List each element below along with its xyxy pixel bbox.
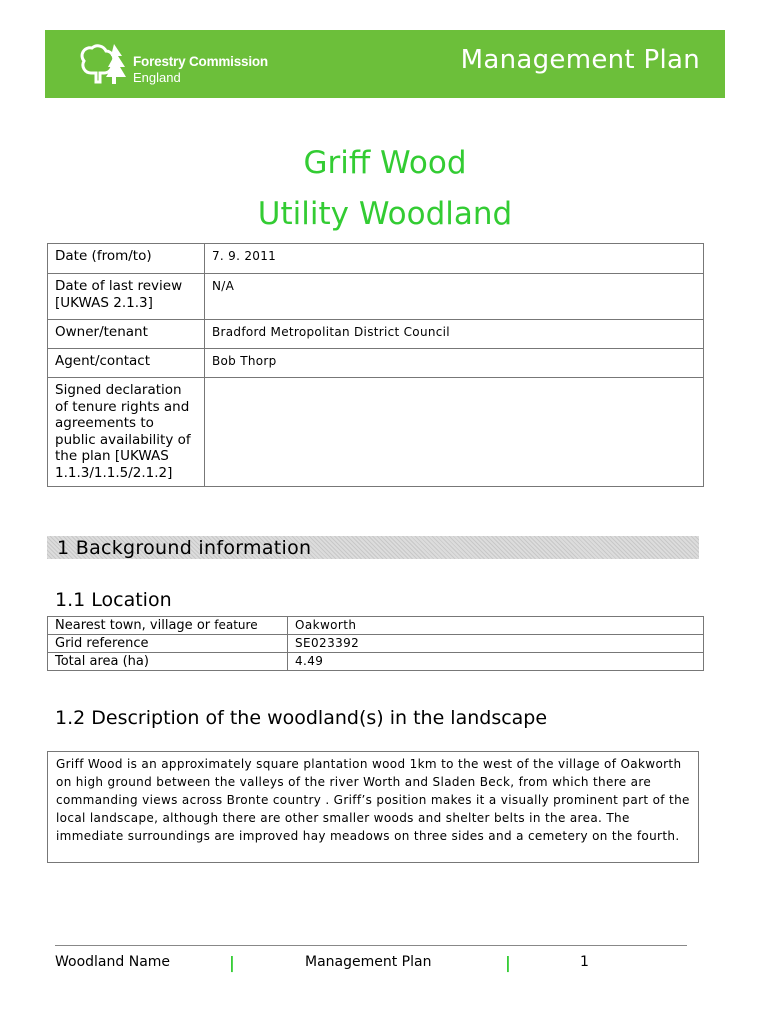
grid-reference-value: SE023392 (288, 635, 704, 653)
table-row (48, 274, 704, 320)
footer-page-number: 1 (580, 954, 589, 970)
table-row (48, 378, 704, 487)
footer-separator: | (505, 953, 511, 972)
nearest-label-text: Nearest town, village or (55, 618, 215, 633)
footer-divider (55, 945, 687, 946)
location-heading: 1.1 Location (55, 589, 172, 611)
row-value: 7. 9. 2011 (205, 244, 704, 274)
table-row (48, 653, 704, 671)
logo-name: Forestry Commission (133, 54, 268, 69)
banner-title: Management Plan (460, 45, 700, 75)
row-value: N/A (205, 274, 704, 320)
row-label: Owner/tenant (48, 320, 205, 349)
nearest-label-small: feature (214, 618, 258, 632)
table-row (48, 244, 704, 274)
table-row (48, 349, 704, 378)
logo-subtitle: England (133, 70, 181, 85)
total-area-label: Total area (ha) (48, 653, 288, 671)
header-banner (45, 30, 725, 98)
row-value (205, 378, 704, 487)
row-label: Agent/contact (48, 349, 205, 378)
table-row (48, 635, 704, 653)
row-label: Signed declaration of tenure rights and agreements to public availability of the plan [UKWAS 1.1.3/1.1.5/2.1.2] (48, 378, 205, 487)
table-row (48, 320, 704, 349)
table-row (48, 617, 704, 635)
footer-separator: | (229, 953, 235, 972)
section-heading-bar (47, 536, 699, 559)
nearest-town-label (48, 617, 288, 635)
row-value: Bob Thorp (205, 349, 704, 378)
row-label: Date (from/to) (48, 244, 205, 274)
footer-plan-name: Management Plan (305, 954, 432, 970)
total-area-value: 4.49 (288, 653, 704, 671)
footer-woodland-name: Woodland Name (55, 954, 171, 970)
document-subtitle: Utility Woodland (257, 196, 513, 232)
location-table (47, 616, 704, 671)
document-title: Griff Wood (303, 145, 467, 181)
plan-info-table (47, 243, 704, 487)
grid-reference-label: Grid reference (48, 635, 288, 653)
nearest-town-value: Oakworth (288, 617, 704, 635)
tree-icon (78, 42, 128, 86)
row-label: Date of last review [UKWAS 2.1.3] (48, 274, 205, 320)
row-value: Bradford Metropolitan District Council (205, 320, 704, 349)
description-heading: 1.2 Description of the woodland(s) in the landscape (55, 707, 548, 729)
section-title: 1 Background information (57, 537, 312, 559)
woodland-description: Griff Wood is an approximately square plantation wood 1km to the west of the village of Oakworth on high ground between the valleys of the river Worth and Sladen Beck, from which there are commanding views across Bronte country . Griff’s position makes it a visually prominent part of the local landscape, although there are other smaller woods and shelter belts in the area. The immediate surroundings are improved hay meadows on three sides and a cemetery on the fourth. (47, 751, 699, 863)
